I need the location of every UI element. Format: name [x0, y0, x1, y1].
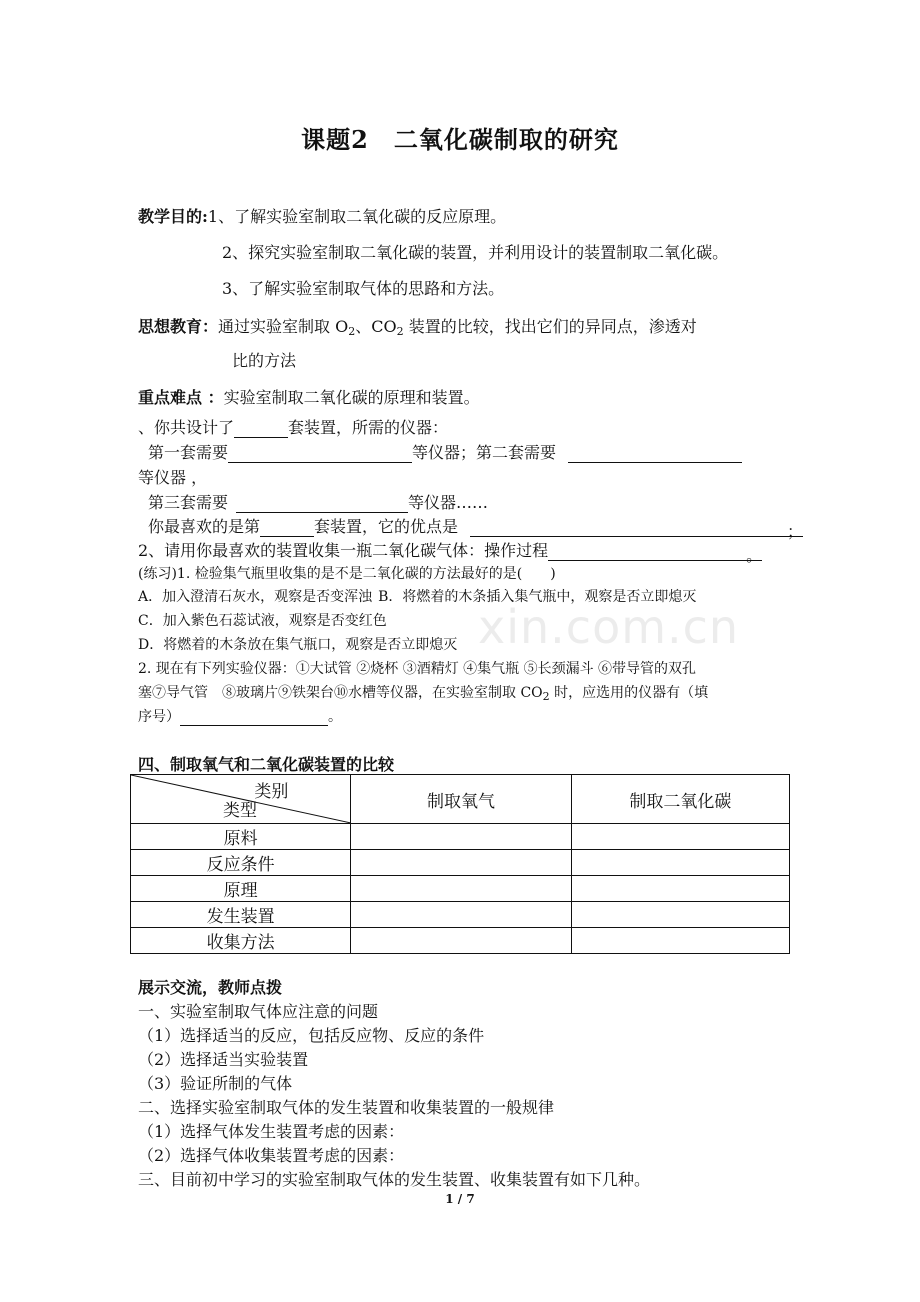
design-line5-a: 你最喜欢的是第 [148, 517, 261, 536]
key-points-text: 实验室制取二氧化碳的原理和装置。 [223, 388, 480, 407]
col-oxygen-header: 制取氧气 [351, 775, 571, 824]
objective-1: 1、了解实验室制取二氧化碳的反应原理。 [207, 207, 507, 226]
exchange-line-4: （3）验证所制的气体 [138, 1074, 293, 1093]
comparison-table [130, 774, 790, 954]
design-line1-a: 、你共设计了 [138, 418, 235, 437]
table-cell[interactable] [351, 824, 571, 850]
table-cell[interactable] [351, 902, 571, 928]
table-row [131, 902, 790, 928]
design-line5-end: ； [787, 522, 804, 541]
table-row [131, 876, 790, 902]
corner-top-label: 类别 [254, 782, 289, 802]
thought-sub-2: 2 [396, 325, 404, 338]
watermark: xin.com.cn [478, 600, 740, 654]
table-cell[interactable] [351, 876, 571, 902]
row-label: 原料 [131, 824, 351, 850]
table-cell[interactable] [571, 850, 789, 876]
q2-line3-a: 序号） [138, 709, 180, 725]
objective-2: 2、探究实验室制取二氧化碳的装置，并利用设计的装置制取二氧化碳。 [222, 243, 729, 262]
row-label: 收集方法 [131, 928, 351, 954]
exchange-heading: 展示交流，教师点拨 [138, 978, 283, 997]
instrument-blank[interactable] [180, 710, 328, 726]
table-cell[interactable] [351, 928, 571, 954]
option-d: D．将燃着的木条放在集气瓶口，观察是否立即熄灭 [138, 637, 458, 653]
table-cell[interactable] [571, 928, 789, 954]
key-points [138, 385, 480, 408]
design-line5-b: 套装置，它的优点是 [314, 517, 459, 536]
page-title: 课题2 二氧化碳制取的研究 [301, 125, 619, 154]
design-line1-b: 套装置，所需的仪器： [288, 418, 449, 437]
table-row [131, 824, 790, 850]
thought-line-1 [138, 314, 697, 337]
exchange-line-7: （2）选择气体收集装置考虑的因素： [138, 1146, 405, 1165]
row-label: 反应条件 [131, 850, 351, 876]
design-line2-b: 等仪器；第二套需要 [412, 443, 557, 462]
thought-sub-1: 2 [348, 325, 356, 338]
design-line-6 [138, 538, 763, 565]
q2-line2-sub: 2 [542, 690, 550, 703]
exchange-line-2: （1）选择适当的反应，包括反应物、反应的条件 [138, 1026, 485, 1045]
thought-text-c: 装置的比较，找出它们的异同点，渗透对 [403, 317, 697, 336]
section4-heading: 四、制取氧气和二氧化碳装置的比较 [138, 755, 395, 774]
design-line-4 [148, 490, 488, 513]
option-c: C．加入紫色石蕊试液，观察是否变红色 [138, 613, 387, 629]
thought-text-a: 通过实验室制取 O [218, 317, 349, 336]
col-co2-header: 制取二氧化碳 [571, 775, 789, 824]
exchange-line-1: 一、实验室制取气体应注意的问题 [138, 1002, 379, 1021]
option-a: A．加入澄清石灰水，观察是否变浑浊 [138, 589, 373, 605]
option-b: B．将燃着的木条插入集气瓶中，观察是否立即熄灭 [378, 589, 697, 605]
q2-line2-a: 塞⑦导气管 ⑧玻璃片⑨铁架台⑩水槽等仪器，在实验室制取 CO [138, 685, 543, 701]
objectives-label: 教学目的: [138, 207, 208, 226]
exchange-line-6: （1）选择气体发生装置考虑的因素： [138, 1122, 405, 1141]
exchange-line-8: 三、目前初中学习的实验室制取气体的发生装置、收集装置有如下几种。 [138, 1170, 651, 1189]
design-line4-b: 等仪器…… [408, 493, 489, 512]
design-line2-a: 第一套需要 [148, 443, 229, 462]
table-cell[interactable] [571, 876, 789, 902]
table-cell[interactable] [571, 824, 789, 850]
thought-text-b: 、CO [355, 317, 397, 336]
set2-blank[interactable] [568, 445, 742, 463]
thought-label: 思想教育： [138, 317, 219, 336]
design-line-5 [148, 514, 804, 541]
design-line6-end: 。 [746, 546, 763, 565]
objective-3: 3、了解实验室制取气体的思路和方法。 [222, 279, 505, 298]
set3-blank[interactable] [236, 495, 408, 513]
favorite-blank[interactable] [260, 519, 314, 537]
exercise-ab [138, 586, 696, 606]
design-line6-a: 2、请用你最喜欢的装置收集一瓶二氧化碳气体：操作过程 [138, 541, 549, 560]
exercise-q2-line2 [138, 682, 708, 702]
exercise-q2-line3 [138, 706, 342, 726]
table-row [131, 928, 790, 954]
key-points-label: 重点难点 ： [138, 388, 224, 407]
page-number: 1 / 7 [445, 1192, 475, 1206]
exchange-line-3: （2）选择适当实验装置 [138, 1050, 309, 1069]
set1-blank[interactable] [228, 445, 412, 463]
design-line-2 [148, 440, 742, 463]
table-cell[interactable] [571, 902, 789, 928]
procedure-blank[interactable] [548, 543, 763, 565]
table-cell[interactable] [351, 850, 571, 876]
corner-bottom-label: 类型 [223, 801, 257, 821]
row-label: 原理 [131, 876, 351, 902]
exchange-line-5: 二、选择实验室制取气体的发生装置和收集装置的一般规律 [138, 1098, 555, 1117]
exercise-q1: (练习)1. 检验集气瓶里收集的是不是二氧化碳的方法最好的是( ) [138, 566, 556, 582]
q2-line2-b: 时，应选用的仪器有（填 [549, 685, 709, 701]
count-blank[interactable] [234, 420, 288, 438]
table-header-row [131, 775, 790, 824]
design-line-3: 等仪器 ， [138, 468, 208, 487]
exercise-q2-line1: 2. 现在有下列实验仪器：①大试管 ②烧杯 ③酒精灯 ④集气瓶 ⑤长颈漏斗 ⑥带导管的双孔 [138, 661, 697, 677]
design-line-1 [138, 415, 448, 438]
objectives-line-1 [138, 204, 506, 227]
thought-line-2: 比的方法 [232, 351, 297, 370]
table-row [131, 850, 790, 876]
row-label: 发生装置 [131, 902, 351, 928]
q2-line3-b: 。 [328, 709, 342, 725]
design-line4-a: 第三套需要 [148, 493, 229, 512]
advantage-blank[interactable] [470, 519, 804, 541]
corner-cell [131, 775, 351, 824]
